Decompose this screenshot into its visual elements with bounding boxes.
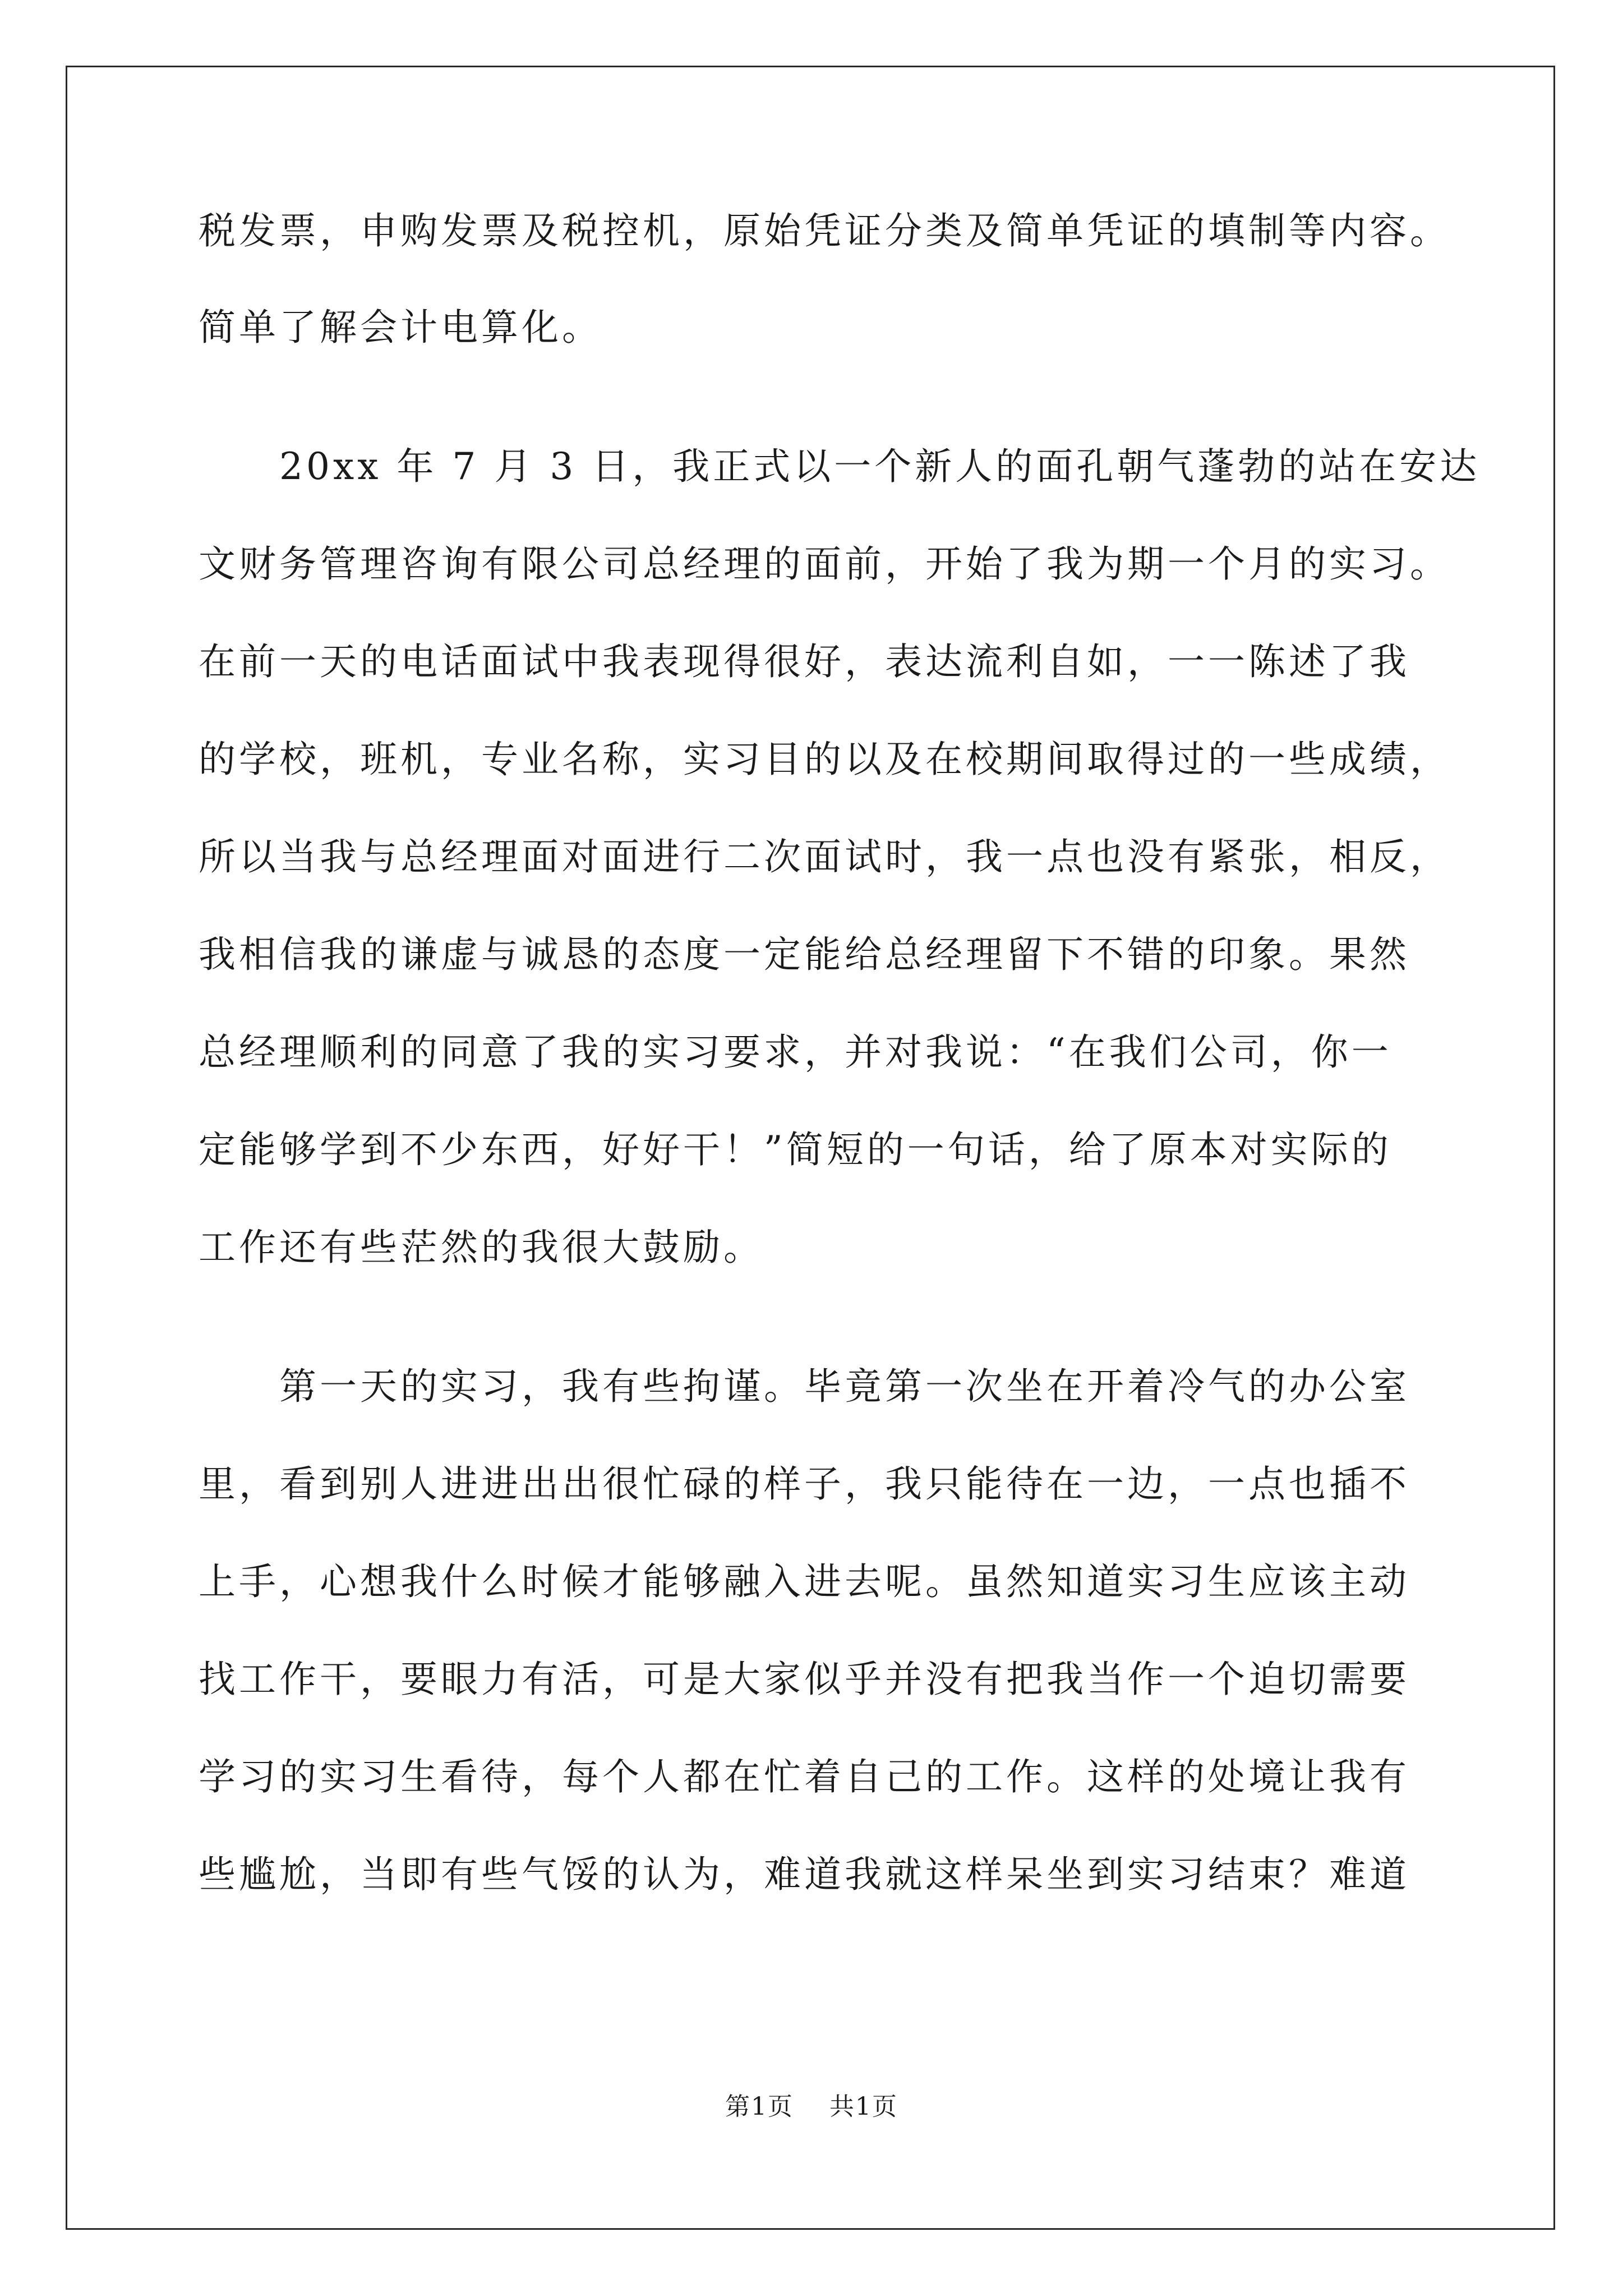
text-line: 里，看到别人进进出出很忙碌的样子，我只能待在一边，一点也插不 <box>199 1462 1410 1506</box>
text-line: 在前一天的电话面试中我表现得很好，表达流利自如，一一陈述了我 <box>199 640 1410 683</box>
text-line: 些尴尬，当即有些气馁的认为，难道我就这样呆坐到实习结束？难道 <box>199 1853 1410 1896</box>
text-line: 工作还有些茫然的我很大鼓励。 <box>199 1226 764 1269</box>
text-line: 第一天的实习，我有些拘谨。毕竟第一次坐在开着冷气的办公室 <box>199 1365 1410 1408</box>
text-line: 所以当我与总经理面对面进行二次面试时，我一点也没有紧张，相反， <box>199 835 1450 878</box>
text-line: 学习的实习生看待，每个人都在忙着自己的工作。这样的处境让我有 <box>199 1755 1410 1798</box>
page-number: 第1页 <box>725 2092 794 2121</box>
text-line: 总经理顺利的同意了我的实习要求，并对我说：“在我们公司，你一 <box>199 1030 1392 1074</box>
text-line: 的学校，班机，专业名称，实习目的以及在校期间取得过的一些成绩， <box>199 738 1450 781</box>
text-line: 文财务管理咨询有限公司总经理的面前，开始了我为期一个月的实习。 <box>199 542 1450 586</box>
text-line: 税发票，申购发票及税控机，原始凭证分类及简单凭证的填制等内容。 <box>199 209 1450 252</box>
text-line: 找工作干，要眼力有活，可是大家似乎并没有把我当作一个迫切需要 <box>199 1658 1410 1701</box>
text-line: 上手，心想我什么时候才能够融入进去呢。虽然知道实习生应该主动 <box>199 1560 1410 1603</box>
footer-gap <box>794 2092 829 2121</box>
text-line: 定能够学到不少东西，好好干！”简短的一句话，给了原本对实际的 <box>199 1128 1392 1171</box>
text-line: 我相信我的谦虚与诚恳的态度一定能给总经理留下不错的印象。果然 <box>199 933 1410 976</box>
text-line: 20xx 年 7 月 3 日，我正式以一个新人的面孔朝气蓬勃的站在安达 <box>199 445 1481 488</box>
text-line: 简单了解会计电算化。 <box>199 306 602 349</box>
page-total: 共1页 <box>829 2092 898 2121</box>
page-footer <box>0 2091 1623 2123</box>
